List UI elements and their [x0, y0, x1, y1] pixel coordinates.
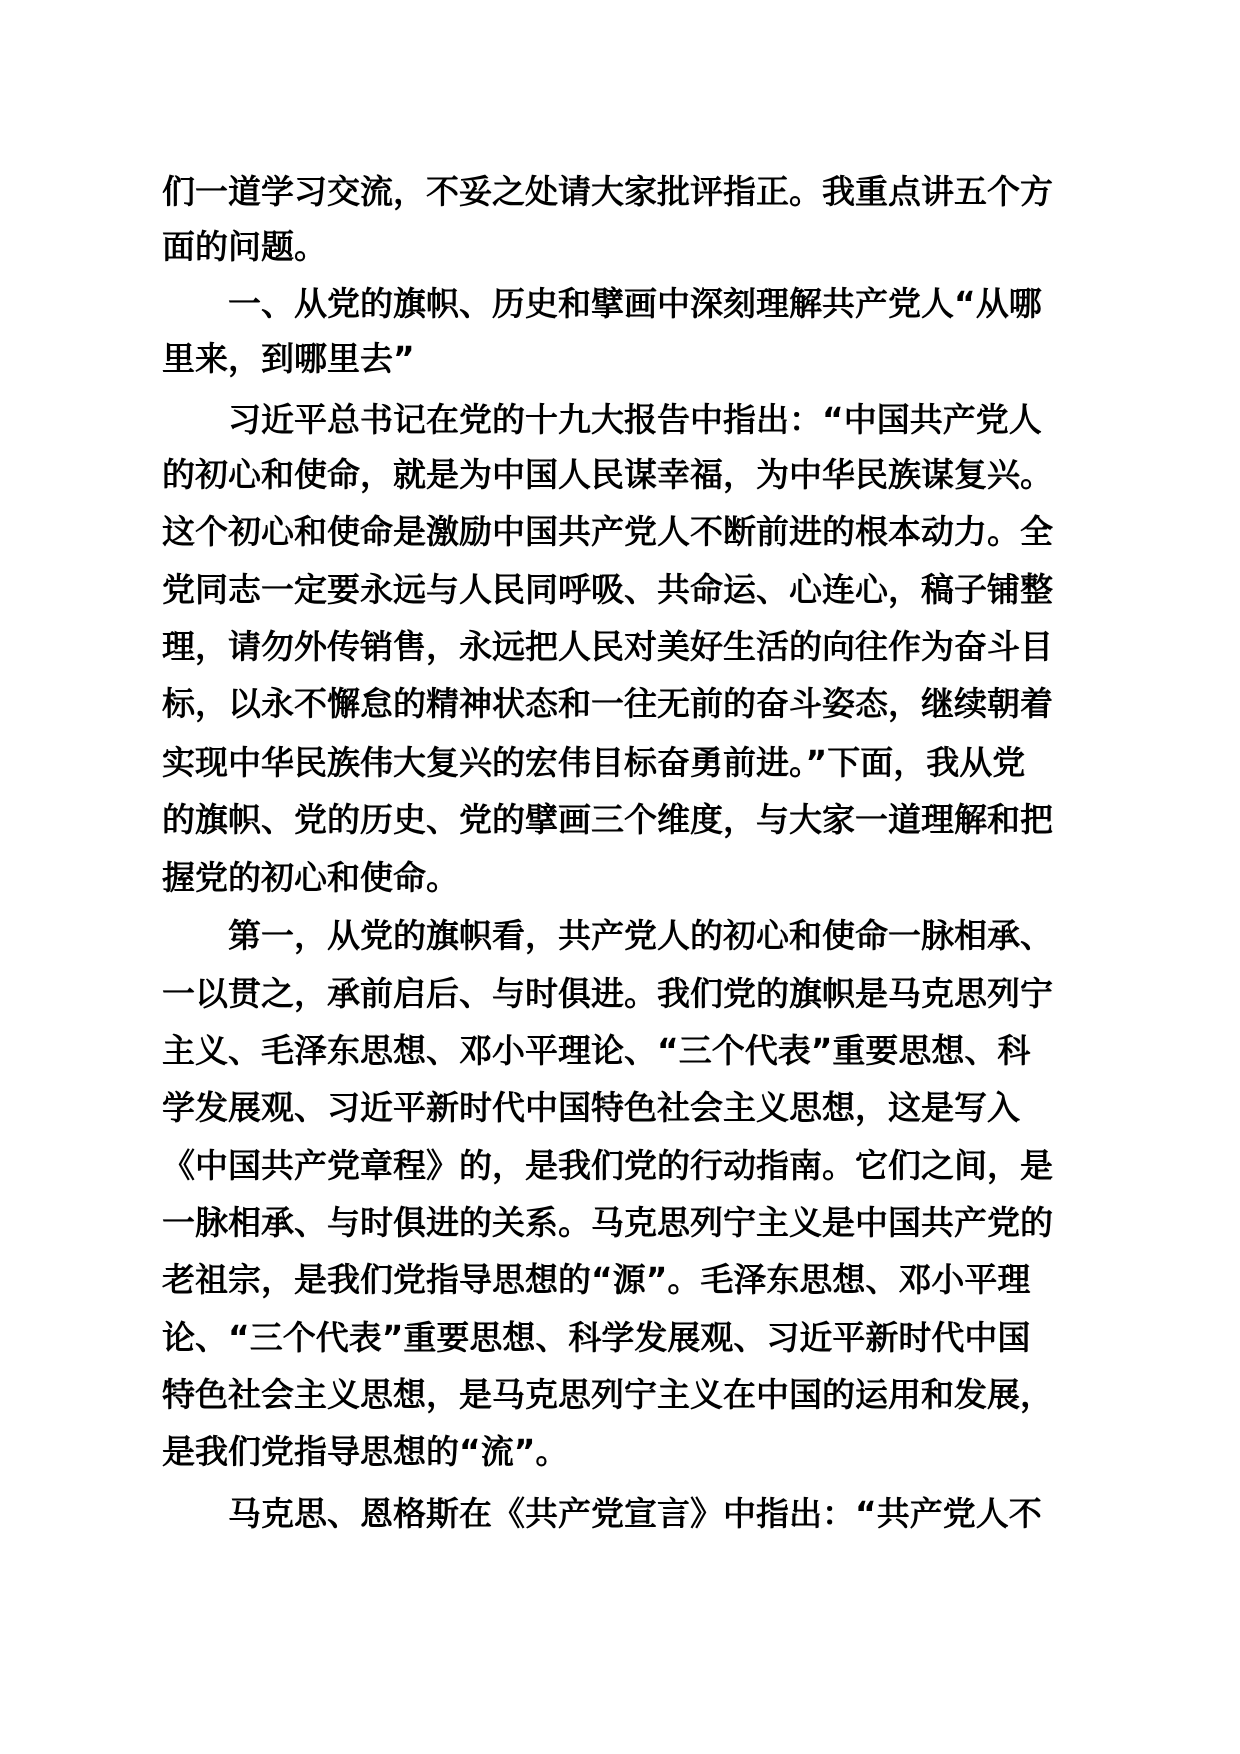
text-line: 握党的初心和使命。: [162, 858, 459, 897]
text-line: 《中国共产党章程》的，是我们党的行动指南。它们之间，是: [162, 1146, 1053, 1185]
text-line: 论、“三个代表”重要思想、科学发展观、习近平新时代中国: [162, 1318, 1031, 1357]
text-line: 的初心和使命，就是为中国人民谋幸福，为中华民族谋复兴。: [162, 455, 1053, 494]
section-heading: 一、从党的旗帜、历史和擘画中深刻理解共产党人“从哪: [228, 284, 1042, 323]
text-line: 马克思、恩格斯在《共产党宣言》中指出：“共产党人不: [228, 1494, 1042, 1533]
text-line: 习近平总书记在党的十九大报告中指出：“中国共产党人: [228, 400, 1042, 439]
text-line: 第一，从党的旗帜看，共产党人的初心和使命一脉相承、: [228, 916, 1053, 955]
text-line: 一以贯之，承前启后、与时俱进。我们党的旗帜是马克思列宁: [162, 974, 1053, 1013]
text-line: 是我们党指导思想的“流”。: [162, 1432, 569, 1471]
text-line: 老祖宗，是我们党指导思想的“源”。毛泽东思想、邓小平理: [162, 1260, 1031, 1299]
text-line: 实现中华民族伟大复兴的宏伟目标奋勇前进。”下面，我从党: [162, 743, 1026, 782]
text-line: 的旗帜、党的历史、党的擘画三个维度，与大家一道理解和把: [162, 800, 1053, 839]
text-line: 党同志一定要永远与人民同呼吸、共命运、心连心，稿子铺整: [162, 570, 1053, 609]
text-line: 特色社会主义思想，是马克思列宁主义在中国的运用和发展，: [162, 1375, 1053, 1414]
text-line: 面的问题。: [162, 227, 327, 266]
text-line: 学发展观、习近平新时代中国特色社会主义思想，这是写入: [162, 1088, 1020, 1127]
section-heading: 里来，到哪里去”: [162, 339, 415, 378]
text-line: 理，请勿外传销售，永远把人民对美好生活的向往作为奋斗目: [162, 627, 1053, 666]
text-line: 一脉相承、与时俱进的关系。马克思列宁主义是中国共产党的: [162, 1203, 1053, 1242]
text-line: 这个初心和使命是激励中国共产党人不断前进的根本动力。全: [162, 512, 1053, 551]
text-line: 们一道学习交流，不妥之处请大家批评指正。我重点讲五个方: [162, 172, 1053, 211]
text-line: 标，以永不懈怠的精神状态和一往无前的奋斗姿态，继续朝着: [162, 684, 1053, 723]
text-line: 主义、毛泽东思想、邓小平理论、“三个代表”重要思想、科: [162, 1031, 1031, 1070]
